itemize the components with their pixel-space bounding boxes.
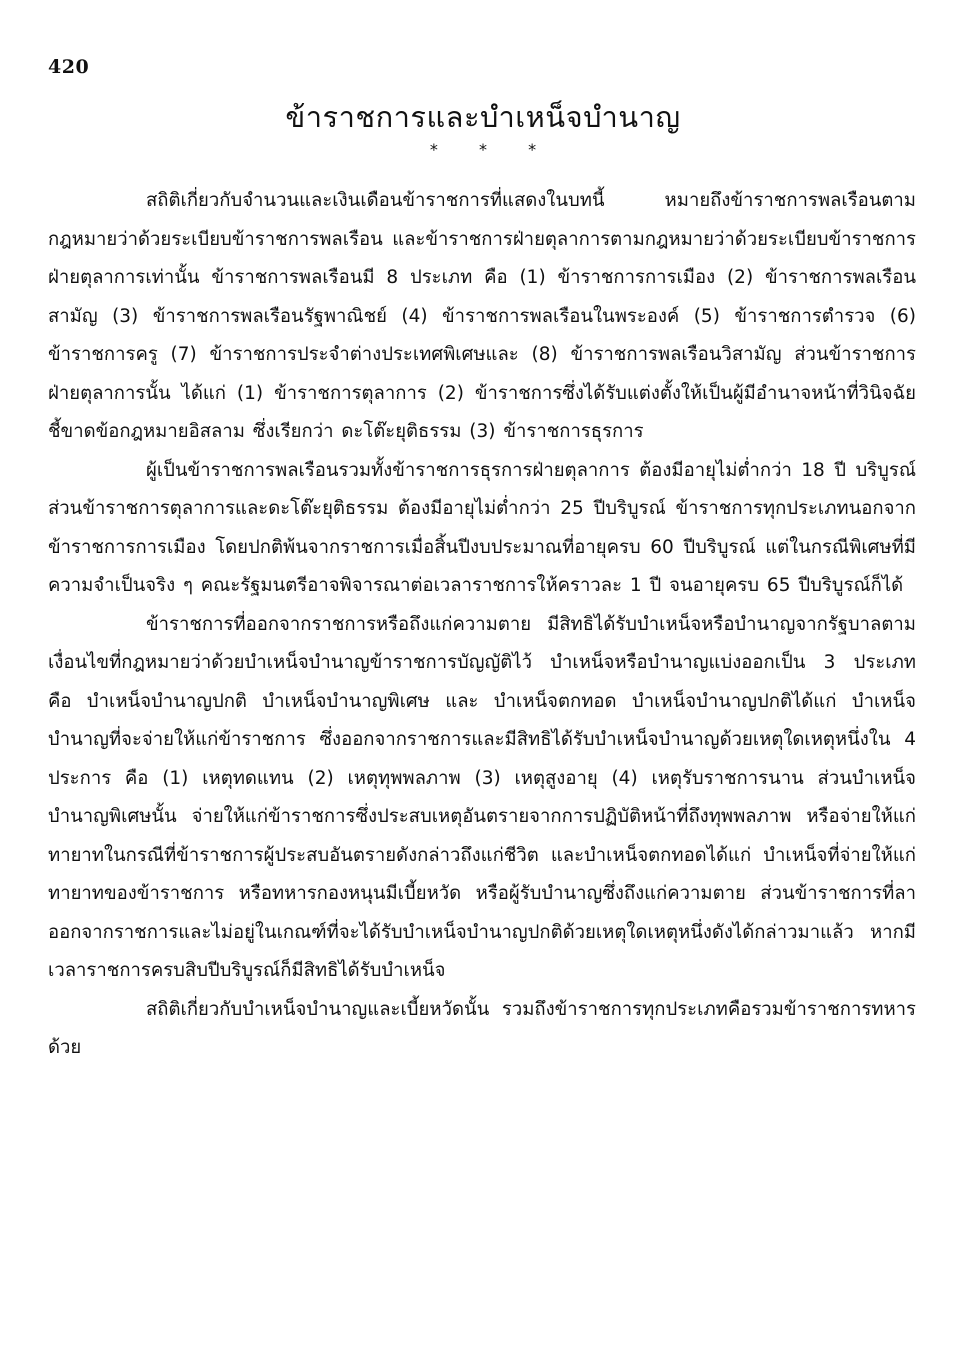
page-title: ข้าราชการและบำเหน็จบำนาญ [285,100,681,134]
document-body [48,182,916,1068]
paragraph-pension-statistics: สถิติเกี่ยวกับบำเหน็จบำนาญและเบี้ยหวัดนั้น รวมถึงข้าราชการทุกประเภทคือรวมข้าราชการทหารด้วย [48,998,916,1058]
section-separator: * * * [429,140,537,159]
paragraph-civil-servant-types: สถิติเกี่ยวกับจำนวนและเงินเดือนข้าราชการที่แสดงในบทนี้ หมายถึงข้าราชการพลเรือนตามกฎหมายว่าด้วยระเบียบข้าราชการพลเรือน และข้าราชการฝ่ายตุลาการตามกฎหมายว่าด้วยระเบียบข้าราชการฝ่ายตุลาการเท่านั้น ข้าราชการพลเรือนมี 8 ประเภท คือ (1) ข้าราชการการเมือง (2) ข้าราชการพลเรือนสามัญ (3) ข้าราชการพลเรือนรัฐพาณิชย์ (4) ข้าราชการพลเรือนในพระองค์ (5) ข้าราชการตำรวจ (6) ข้าราชการครู (7) ข้าราชการประจำต่างประเทศพิเศษและ (8) ข้าราชการพลเรือนวิสามัญ ส่วนข้าราชการฝ่ายตุลาการนั้น ได้แก่ (1) ข้าราชการตุลาการ (2) ข้าราชการซึ่งได้รับแต่งตั้งให้เป็นผู้มีอำนาจหน้าที่วินิจฉัยชี้ขาดข้อกฎหมายอิสลาม ซึ่งเรียกว่า ดะโต๊ะยุติธรรม (3) ข้าราชการธุรการ [48,190,916,442]
page-number: 420 [48,56,90,78]
paragraph-pension-types: ข้าราชการที่ออกจากราชการหรือถึงแก่ความตาย มีสิทธิได้รับบำเหน็จหรือบำนาญจากรัฐบาลตามเงื่อนไขที่กฎหมายว่าด้วยบำเหน็จบำนาญข้าราชการบัญญัติไว้ บำเหน็จหรือบำนาญแบ่งออกเป็น 3 ประเภท คือ บำเหน็จบำนาญปกติ บำเหน็จบำนาญพิเศษ และ บำเหน็จตกทอด บำเหน็จบำนาญปกติได้แก่ บำเหน็จบำนาญที่จะจ่ายให้แก่ข้าราชการ ซึ่งออกจากราชการและมีสิทธิได้รับบำเหน็จบำนาญด้วยเหตุใดเหตุหนึ่งใน 4 ประการ คือ (1) เหตุทดแทน (2) เหตุทุพพลภาพ (3) เหตุสูงอายุ (4) เหตุรับราชการนาน ส่วนบำเหน็จบำนาญพิเศษนั้น จ่ายให้แก่ข้าราชการซึ่งประสบเหตุอันตรายจากการปฏิบัติหน้าที่ถึงทุพพลภาพ หรือจ่ายให้แก่ทายาทในกรณีที่ข้าราชการผู้ประสบอันตรายดังกล่าวถึงแก่ชีวิต และบำเหน็จตกทอดได้แก่ บำเหน็จที่จ่ายให้แก่ทายาทของข้าราชการ หรือทหารกองหนุนมีเบี้ยหวัด หรือผู้รับบำนาญซึ่งถึงแก่ความตาย ส่วนข้าราชการที่ลาออกจากราชการและไม่อยู่ในเกณฑ์ที่จะได้รับบำเหน็จบำนาญปกติด้วยเหตุใดเหตุหนึ่งดังได้กล่าวมาแล้ว หากมีเวลาราชการครบสิบปีบริบูรณ์ก็มีสิทธิได้รับบำเหน็จ [48,613,916,981]
paragraph-age-requirements: ผู้เป็นข้าราชการพลเรือนรวมทั้งข้าราชการธุรการฝ่ายตุลาการ ต้องมีอายุไม่ต่ำกว่า 18 ปี บริบูรณ์ ส่วนข้าราชการตุลาการและดะโต๊ะยุติธรรม ต้องมีอายุไม่ต่ำกว่า 25 ปีบริบูรณ์ ข้าราชการทุกประเภทนอกจากข้าราชการการเมือง โดยปกติพ้นจากราชการเมื่อสิ้นปีงบประมาณที่อายุครบ 60 ปีบริบูรณ์ แต่ในกรณีพิเศษที่มีความจำเป็นจริง ๆ คณะรัฐมนตรีอาจพิจารณาต่อเวลาราชการให้คราวละ 1 ปี จนอายุครบ 65 ปีบริบูรณ์ก็ได้ [48,459,916,596]
